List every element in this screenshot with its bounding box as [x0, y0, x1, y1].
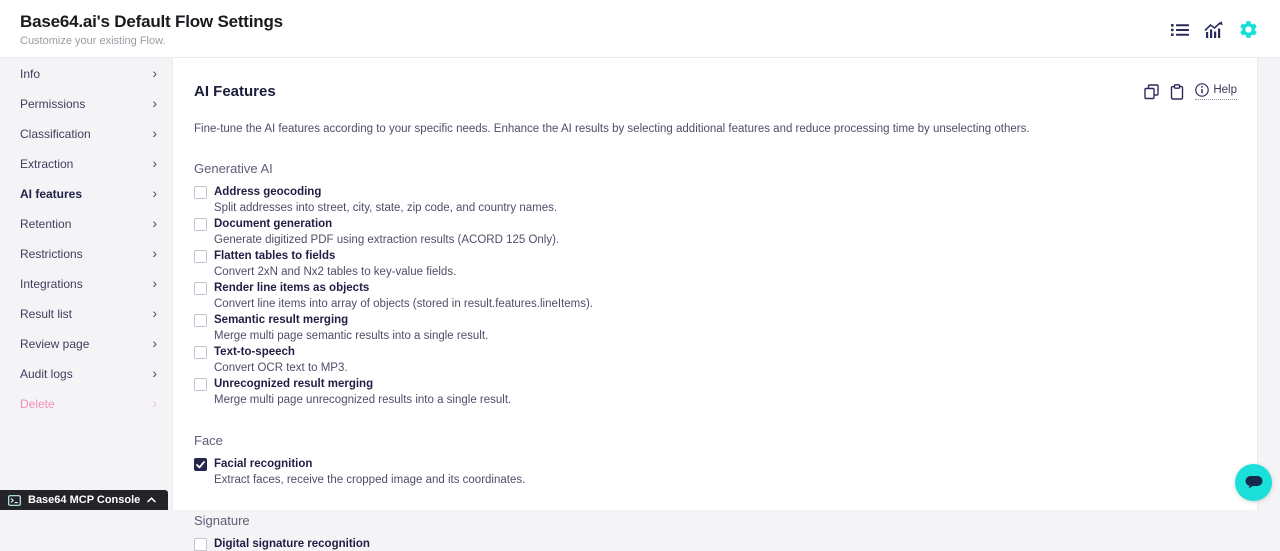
feature-label: Address geocoding [214, 186, 322, 198]
sidebar-item-classification[interactable] [0, 119, 172, 149]
mcp-console-bar[interactable] [0, 490, 168, 510]
feature-description: Convert 2xN and Nx2 tables to key-value fields. [214, 266, 457, 278]
feature-item [194, 346, 1237, 375]
sidebar-item-permissions[interactable] [0, 89, 172, 119]
sidebar-item-info[interactable] [0, 59, 172, 89]
chevron-right-icon: › [152, 335, 157, 351]
gear-icon[interactable] [1238, 20, 1258, 39]
sidebar-item-label: Review page [20, 337, 90, 351]
sidebar-item-review-page[interactable] [0, 329, 172, 359]
feature-section [194, 433, 1237, 487]
feature-description: Merge multi page unrecognized results into a single result. [214, 394, 512, 406]
feature-section [194, 161, 1237, 407]
feature-label: Text-to-speech [214, 346, 295, 358]
sidebar-item-label: Result list [20, 307, 73, 321]
sidebar-item-extraction[interactable] [0, 149, 172, 179]
help-label: Help [1213, 84, 1237, 96]
content-title: AI Features [194, 83, 276, 100]
content-description: Fine-tune the AI features according to your specific needs. Enhance the AI results by selecting additional features and reduce processing time by unselecting others. [194, 123, 1030, 135]
sidebar-item-integrations[interactable] [0, 269, 172, 299]
chat-button[interactable] [1235, 464, 1272, 501]
feature-item [194, 282, 1237, 311]
feature-checkbox[interactable] [194, 378, 207, 391]
chevron-right-icon: › [152, 155, 157, 171]
main-content [172, 58, 1258, 550]
feature-label: Render line items as objects [214, 282, 370, 294]
feature-label: Facial recognition [214, 458, 313, 470]
help-button[interactable] [1195, 83, 1237, 100]
feature-checkbox[interactable] [194, 314, 207, 327]
page-subtitle: Customize your existing Flow. [20, 35, 166, 47]
sidebar-nav [0, 58, 172, 419]
feature-item [194, 378, 1237, 407]
feature-item [194, 458, 1237, 487]
feature-label: Flatten tables to fields [214, 250, 336, 262]
feature-checkbox[interactable] [194, 458, 207, 471]
chevron-right-icon: › [152, 395, 157, 411]
feature-label: Digital signature recognition [214, 538, 370, 550]
header-icons [1170, 20, 1258, 39]
feature-item [194, 538, 1237, 551]
chevron-right-icon: › [152, 305, 157, 321]
feature-description: Generate digitized PDF using extraction results (ACORD 125 Only). [214, 234, 560, 246]
sidebar-item-audit-logs[interactable] [0, 359, 172, 389]
feature-checkbox[interactable] [194, 282, 207, 295]
sidebar-item-label: Integrations [20, 277, 83, 291]
sidebar-item-label: Classification [20, 127, 91, 141]
sidebar-item-retention[interactable] [0, 209, 172, 239]
app-header [0, 0, 1280, 58]
check-icon [196, 461, 205, 469]
content-actions [1144, 83, 1237, 100]
list-view-icon[interactable] [1170, 20, 1190, 39]
feature-checkbox[interactable] [194, 218, 207, 231]
chevron-right-icon: › [152, 65, 157, 81]
section-title: Generative AI [194, 161, 273, 176]
feature-checkbox[interactable] [194, 250, 207, 263]
chevron-right-icon: › [152, 125, 157, 141]
feature-description: Merge multi page semantic results into a single result. [214, 330, 489, 342]
feature-description: Split addresses into street, city, state, zip code, and country names. [214, 202, 558, 214]
sidebar [0, 58, 172, 510]
section-title: Face [194, 433, 223, 448]
sidebar-item-label: Restrictions [20, 247, 83, 261]
sidebar-item-label: Extraction [20, 157, 74, 171]
chevron-right-icon: › [152, 215, 157, 231]
sidebar-item-label: Audit logs [20, 367, 73, 381]
sidebar-item-delete[interactable] [0, 389, 172, 419]
chevron-up-icon [147, 497, 156, 503]
section-title: Signature [194, 513, 250, 528]
copy-icon[interactable] [1144, 84, 1159, 100]
feature-item [194, 186, 1237, 215]
feature-item [194, 250, 1237, 279]
sidebar-item-ai-features[interactable] [0, 179, 172, 209]
sidebar-item-label: Retention [20, 217, 72, 231]
analytics-icon[interactable] [1204, 20, 1224, 39]
feature-description: Extract faces, receive the cropped image and its coordinates. [214, 474, 526, 486]
feature-description: Convert line items into array of objects (stored in result.features.lineItems). [214, 298, 594, 310]
section-items [194, 186, 1237, 407]
sidebar-item-label: Delete [20, 397, 55, 411]
chevron-right-icon: › [152, 245, 157, 261]
section-items [194, 458, 1237, 487]
chevron-right-icon: › [152, 95, 157, 111]
sections [194, 161, 1237, 551]
feature-label: Document generation [214, 218, 333, 230]
section-items [194, 538, 1237, 551]
sidebar-item-label: Permissions [20, 97, 86, 111]
feature-label: Unrecognized result merging [214, 378, 374, 390]
feature-checkbox[interactable] [194, 186, 207, 199]
chevron-right-icon: › [152, 275, 157, 291]
feature-checkbox[interactable] [194, 538, 207, 551]
clipboard-icon[interactable] [1170, 84, 1184, 100]
feature-item [194, 314, 1237, 343]
sidebar-item-label: AI features [20, 187, 83, 201]
chat-bubble-icon [1244, 475, 1264, 490]
chevron-right-icon: › [152, 365, 157, 381]
page-title: Base64.ai's Default Flow Settings [20, 12, 283, 31]
terminal-icon [8, 495, 21, 506]
chevron-right-icon: › [152, 185, 157, 201]
mcp-console-label: Base64 MCP Console [28, 494, 141, 506]
feature-checkbox[interactable] [194, 346, 207, 359]
sidebar-item-result-list[interactable] [0, 299, 172, 329]
feature-description: Convert OCR text to MP3. [214, 362, 348, 374]
feature-section [194, 513, 1237, 551]
feature-label: Semantic result merging [214, 314, 349, 326]
info-icon [1195, 83, 1209, 97]
sidebar-item-label: Info [20, 67, 41, 81]
feature-item [194, 218, 1237, 247]
sidebar-item-restrictions[interactable] [0, 239, 172, 269]
